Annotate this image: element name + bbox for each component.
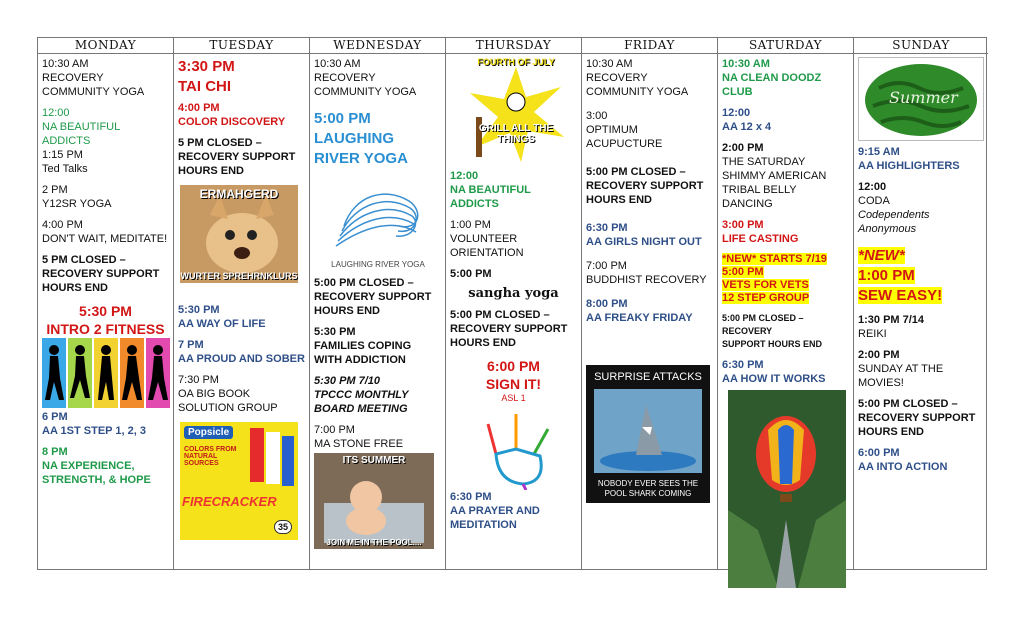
- day-header: THURSDAY: [446, 38, 581, 54]
- baby-icon: [314, 453, 434, 549]
- balloon-icon: [728, 390, 846, 588]
- wave-icon: [314, 176, 442, 256]
- ermahgerd-meme-image: ERMAHGERD WURTER SPREHRNKLURS: [180, 187, 298, 281]
- watermelon-image: Summer: [858, 57, 984, 141]
- day-header: MONDAY: [38, 38, 173, 54]
- event: 6:30 PM AA GIRLS NIGHT OUT: [586, 222, 702, 248]
- hot-air-balloon-image: [728, 390, 846, 588]
- event: 12:00 NA BEAUTIFUL ADDICTS: [42, 107, 120, 147]
- day-header: SATURDAY: [718, 38, 853, 54]
- event: 4:00 PM COLOR DISCOVERY: [178, 102, 286, 128]
- event: 6:00 PM AA INTO ACTION: [858, 447, 948, 473]
- event: 5:30 PM FAMILIES COPING WITH ADDICTION: [314, 326, 412, 366]
- fitness-silhouettes-image: [42, 338, 170, 408]
- event: 6:30 PM AA HOW IT WORKS: [722, 359, 826, 385]
- event: 6:30 PM AA PRAYER AND MEDITATION: [450, 491, 540, 531]
- event: 4:00 PM DON'T WAIT, MEDITATE!: [42, 219, 168, 245]
- asl-hand-image: [468, 404, 568, 490]
- asl-hand-icon: [468, 404, 568, 490]
- dancer-icon: [42, 338, 170, 408]
- event: 3:00 PM LIFE CASTING: [722, 219, 799, 245]
- pool-shark-poster-image: SURPRISE ATTACKS NOBODY EVER SEES THE POOL SHARK COMING: [586, 365, 710, 503]
- event: 2:00 PM SUNDAY AT THE MOVIES!: [858, 349, 944, 389]
- event: 12:00 AA 12 x 4: [722, 107, 772, 133]
- event: 5 PM CLOSED – RECOVERY SUPPORT HOURS END: [178, 137, 296, 177]
- day-header: TUESDAY: [174, 38, 309, 54]
- event: 1:00 PM VOLUNTEER ORIENTATION: [450, 219, 524, 259]
- event: 5 PM CLOSED – RECOVERY SUPPORT HOURS END: [42, 254, 160, 294]
- event: 5:30 PM INTRO 2 FITNESS: [46, 303, 165, 337]
- event: 5:00 PM sangha yoga: [450, 268, 559, 301]
- event: 5:00 PM CLOSED – RECOVERY SUPPORT HOURS END: [858, 398, 976, 438]
- event: 6 PM AA 1ST STEP 1, 2, 3: [42, 411, 146, 437]
- event: 10:30 AM RECOVERY COMMUNITY YOGA: [42, 58, 145, 98]
- day-column-monday: [38, 38, 174, 569]
- laughing-river-yoga-logo: LAUGHING RIVER YOGA: [314, 176, 442, 276]
- event: 5:00 PM CLOSED – RECOVERY SUPPORT HOURS END: [450, 309, 568, 349]
- event: 5:30 PM 7/10 TPCCC MONTHLY BOARD MEETING: [314, 375, 409, 415]
- weekly-calendar: [37, 37, 987, 570]
- day-column-sunday: [854, 38, 988, 569]
- burst-icon: [466, 57, 566, 165]
- event: 2:00 PM THE SATURDAY SHIMMY AMERICAN TRIBAL BELLY DANCING: [722, 142, 827, 210]
- event: 10:30 AM NA CLEAN DOODZ CLUB: [722, 58, 822, 98]
- event: 7:00 PM MA STONE FREE: [314, 424, 404, 450]
- event: 2 PM Y12SR YOGA: [42, 184, 112, 210]
- event: 12:00 CODA Codependents Anonymous: [858, 181, 930, 235]
- day-column-thursday: [446, 38, 582, 569]
- event: 1:15 PM Ted Talks: [42, 149, 88, 175]
- summer-baby-meme-image: ITS SUMMER JOIN ME IN THE POOL....: [314, 453, 434, 549]
- day-header: WEDNESDAY: [310, 38, 445, 54]
- event: 10:30 AM RECOVERY COMMUNITY YOGA: [314, 58, 417, 98]
- event: 8 PM NA EXPERIENCE, STRENGTH, & HOPE: [42, 446, 151, 486]
- event: 5:00 PM CLOSED – RECOVERY SUPPORT HOURS END: [722, 313, 823, 349]
- event: 12:00 NA BEAUTIFUL ADDICTS: [450, 170, 531, 210]
- day-column-friday: [582, 38, 718, 569]
- event: 5:00 PM LAUGHING RIVER YOGA: [314, 110, 408, 167]
- event: 3:30 PM TAI CHI: [178, 58, 235, 95]
- event: 3:00 OPTIMUM ACUPUCTURE: [586, 110, 663, 150]
- grill-all-things-meme-image: FOURTH OF JULY GRILL ALL THE THINGS: [466, 57, 566, 165]
- event: 7 PM AA PROUD AND SOBER: [178, 339, 305, 365]
- event: 9:15 AM AA HIGHLIGHTERS: [858, 146, 960, 172]
- event: *NEW* 1:00 PM SEW EASY!: [858, 247, 943, 304]
- event: 10:30 AM RECOVERY COMMUNITY YOGA: [586, 58, 689, 98]
- event: 7:30 PM OA BIG BOOK SOLUTION GROUP: [178, 374, 278, 414]
- event: 1:30 PM 7/14 REIKI: [858, 314, 925, 340]
- popsicle-box-image: Popsicle COLORS FROM NATURAL SOURCES FIRECRACKER 35: [180, 422, 298, 540]
- event: 8:00 PM AA FREAKY FRIDAY: [586, 298, 693, 324]
- event: 6:00 PM SIGN IT! ASL 1: [485, 358, 542, 403]
- day-column-tuesday: [174, 38, 310, 569]
- event: 5:00 PM CLOSED – RECOVERY SUPPORT HOURS END: [586, 166, 704, 206]
- event: 7:00 PM BUDDHIST RECOVERY: [586, 260, 707, 286]
- day-header: SUNDAY: [854, 38, 988, 54]
- day-column-saturday: [718, 38, 854, 569]
- day-column-wednesday: [310, 38, 446, 569]
- event: 5:30 PM AA WAY OF LIFE: [178, 304, 266, 330]
- day-header: FRIDAY: [582, 38, 717, 54]
- event: 5:00 PM CLOSED – RECOVERY SUPPORT HOURS END: [314, 277, 432, 317]
- event: *NEW* STARTS 7/19 5:00 PM VETS FOR VETS 12 STEP GROUP: [722, 253, 827, 304]
